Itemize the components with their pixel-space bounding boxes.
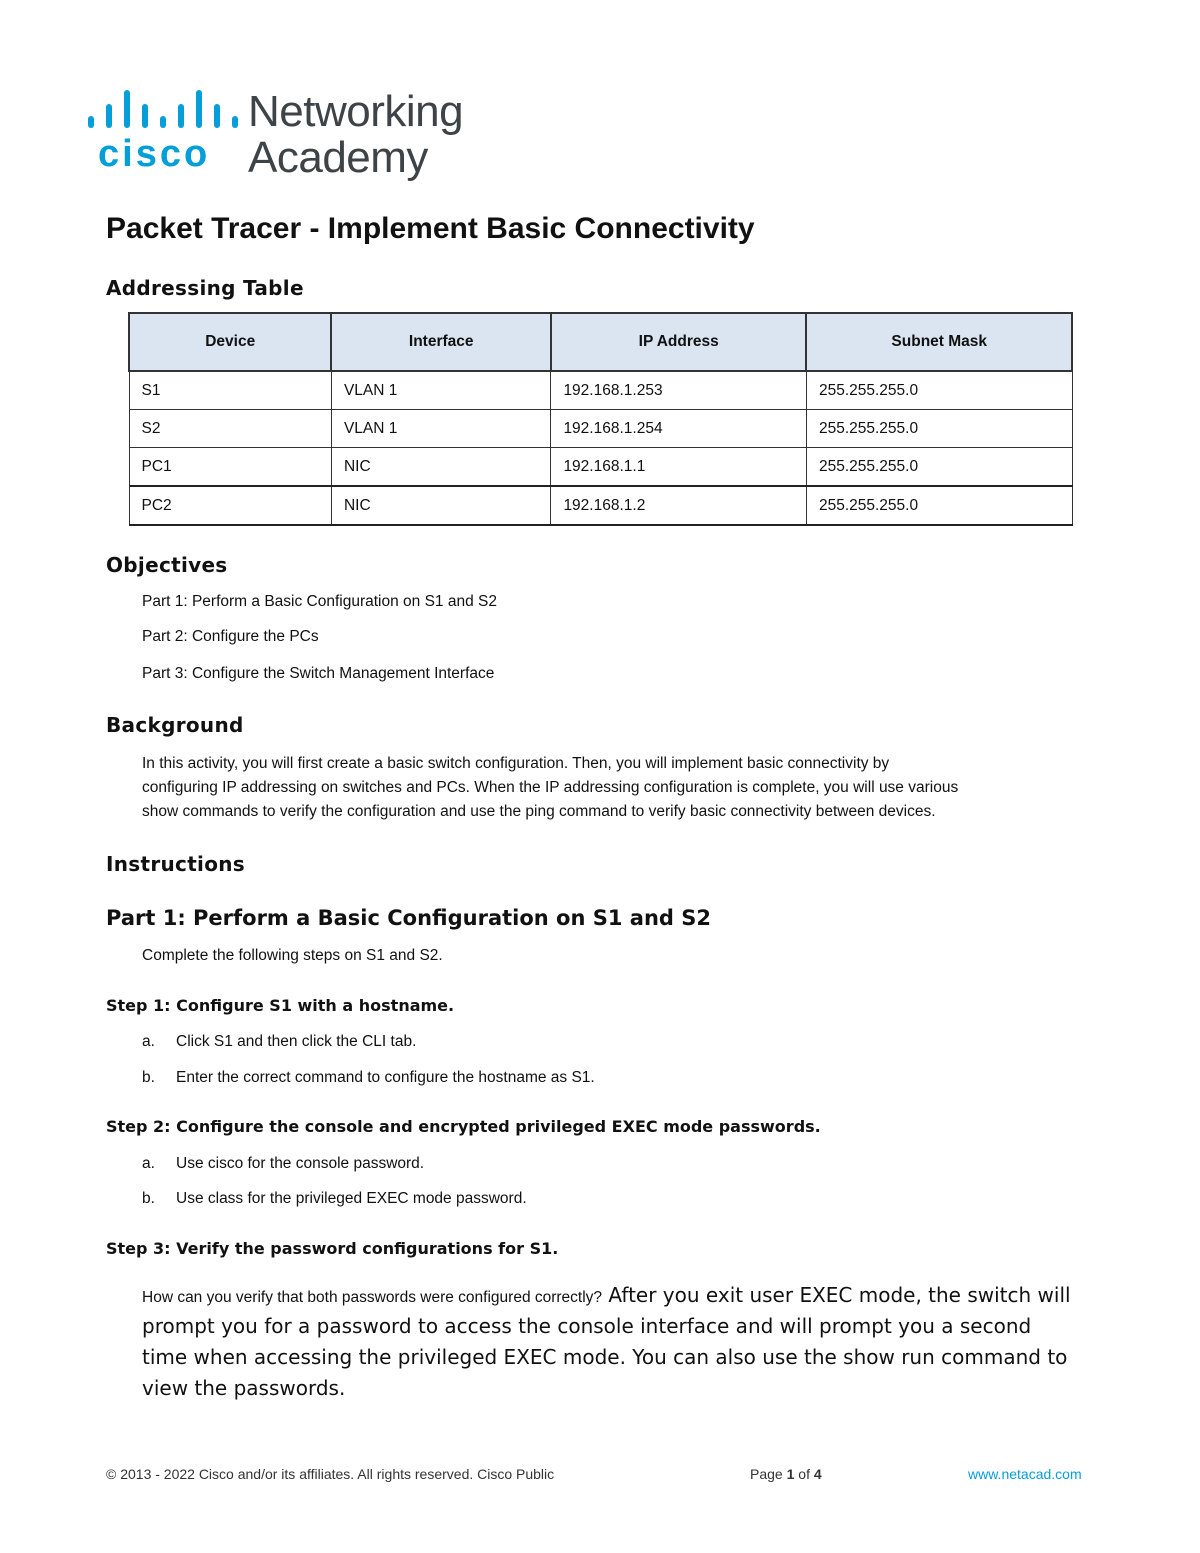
list-marker-b: b. xyxy=(142,1190,155,1207)
cell-device: S2 xyxy=(129,410,331,448)
step1-item-b: Enter the correct command to configure the hostname as S1. xyxy=(176,1069,595,1086)
background-line: In this activity, you will first create a basic switch configuration. Then, you will implement basic connectivity by xyxy=(142,755,890,772)
cell-mask: 255.255.255.0 xyxy=(806,371,1072,410)
step2-item-a: Use cisco for the console password. xyxy=(176,1155,425,1172)
part1-heading: Part 1: Perform a Basic Configuration on S1 and S2 xyxy=(106,906,711,930)
cell-mask: 255.255.255.0 xyxy=(806,486,1072,525)
cisco-wordmark: cisco xyxy=(98,133,211,175)
cell-ip: 192.168.1.1 xyxy=(551,448,807,487)
table-header-row xyxy=(129,313,1072,371)
instructions-heading: Instructions xyxy=(106,852,246,876)
table-row xyxy=(129,410,1072,448)
list-marker-a: a. xyxy=(142,1155,155,1172)
cisco-networking-academy-logo xyxy=(86,88,486,180)
step3-answer: After you exit user EXEC mode, the switch will prompt you for a password to access the console interface and will prompt you a second time when accessing the privileged EXEC mode. You can also use the show run command to view the passwords. xyxy=(142,1283,1071,1400)
logo-academy: Academy xyxy=(248,133,428,182)
cell-ip: 192.168.1.253 xyxy=(551,371,807,410)
website-link[interactable]: www.netacad.com xyxy=(968,1466,1082,1482)
background-heading: Background xyxy=(106,713,244,737)
cell-ip: 192.168.1.2 xyxy=(551,486,807,525)
col-header-device: Device xyxy=(129,313,331,371)
cell-interface: NIC xyxy=(331,448,550,487)
logo-networking: Networking xyxy=(248,87,464,136)
footer-page-number xyxy=(750,1466,822,1482)
step2-title: Step 2: Configure the console and encrypted privileged EXEC mode passwords. xyxy=(106,1117,821,1136)
objective-item: Part 3: Configure the Switch Management Interface xyxy=(142,665,495,682)
cell-ip: 192.168.1.254 xyxy=(551,410,807,448)
col-header-subnet-mask: Subnet Mask xyxy=(806,313,1072,371)
cell-device: PC1 xyxy=(129,448,331,487)
cell-interface: VLAN 1 xyxy=(331,371,550,410)
cell-mask: 255.255.255.0 xyxy=(806,448,1072,487)
footer-website[interactable] xyxy=(968,1466,1082,1482)
col-header-ip-address: IP Address xyxy=(551,313,807,371)
part1-intro: Complete the following steps on S1 and S2. xyxy=(142,947,443,964)
addressing-table xyxy=(128,312,1073,526)
table-row xyxy=(129,371,1072,410)
page-title: Packet Tracer - Implement Basic Connectivity xyxy=(106,212,755,245)
addressing-table-heading: Addressing Table xyxy=(106,276,304,300)
step1-title: Step 1: Configure S1 with a hostname. xyxy=(106,996,455,1015)
col-header-interface: Interface xyxy=(331,313,550,371)
objective-item: Part 2: Configure the PCs xyxy=(142,628,319,645)
background-line: configuring IP addressing on switches and PCs. When the IP addressing configuration is complete, you will use various xyxy=(142,779,959,796)
page-total: 4 xyxy=(813,1466,822,1482)
background-line: show commands to verify the configuration and use the ping command to verify basic connectivity between devices. xyxy=(142,803,936,820)
table-row xyxy=(129,448,1072,487)
table-row xyxy=(129,486,1072,525)
cell-device: PC2 xyxy=(129,486,331,525)
step3-question-answer xyxy=(142,1280,1082,1404)
step3-question: How can you verify that both passwords were configured correctly? xyxy=(142,1289,603,1306)
cell-interface: NIC xyxy=(331,486,550,525)
page-current: 1 xyxy=(786,1466,795,1482)
objective-item: Part 1: Perform a Basic Configuration on S1 and S2 xyxy=(142,593,497,610)
step1-item-a: Click S1 and then click the CLI tab. xyxy=(176,1033,417,1050)
objectives-heading: Objectives xyxy=(106,553,228,577)
list-marker-b: b. xyxy=(142,1069,155,1086)
page-of: of xyxy=(794,1466,814,1482)
cell-device: S1 xyxy=(129,371,331,410)
step3-title: Step 3: Verify the password configurations for S1. xyxy=(106,1239,559,1258)
footer-copyright: © 2013 - 2022 Cisco and/or its affiliates. All rights reserved. Cisco Public xyxy=(106,1466,555,1482)
page-prefix: Page xyxy=(750,1466,787,1482)
cisco-bars-icon xyxy=(86,88,236,128)
cell-interface: VLAN 1 xyxy=(331,410,550,448)
list-marker-a: a. xyxy=(142,1033,155,1050)
step2-item-b: Use class for the privileged EXEC mode password. xyxy=(176,1190,527,1207)
cell-mask: 255.255.255.0 xyxy=(806,410,1072,448)
